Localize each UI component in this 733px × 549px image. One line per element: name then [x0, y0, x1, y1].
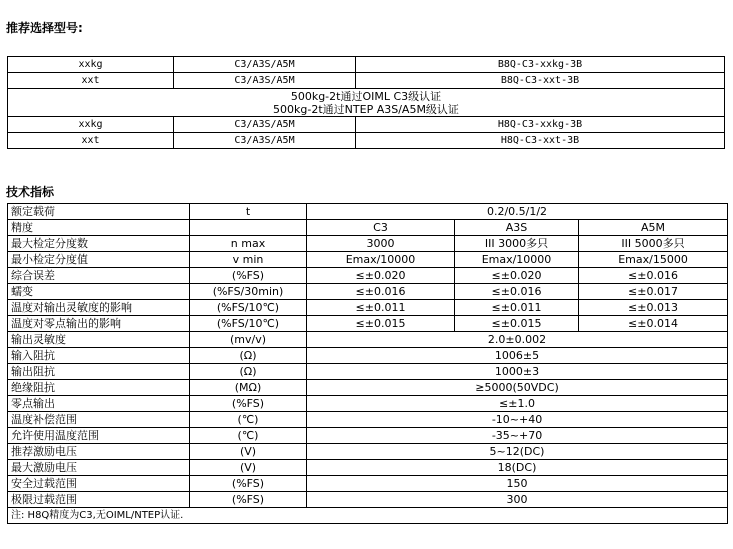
spec-value: 0.2/0.5/1/2 — [307, 204, 728, 220]
capacity-cell: xxkg — [8, 117, 174, 133]
spec-label: 温度补偿范围 — [8, 412, 190, 428]
grade-cell: C3/A3S/A5M — [174, 57, 356, 73]
spec-label: 最小检定分度值 — [8, 252, 190, 268]
spec-value: -10~+40 — [307, 412, 728, 428]
spec-unit: (Ω) — [190, 348, 307, 364]
spec-label: 输出灵敏度 — [8, 332, 190, 348]
a3s-header: A3S — [455, 220, 579, 236]
a3s-value: ≤±0.011 — [455, 300, 579, 316]
capacity-cell: xxt — [8, 133, 174, 149]
spec-value: ≥5000(50VDC) — [307, 380, 728, 396]
certification-note — [8, 89, 725, 117]
table-row — [8, 220, 728, 236]
table-row — [8, 133, 725, 149]
multi-grade-rows — [8, 236, 728, 332]
single-value-rows — [8, 332, 728, 508]
a3s-value: ≤±0.016 — [455, 284, 579, 300]
table-row — [8, 57, 725, 73]
a5m-value: ≤±0.017 — [579, 284, 728, 300]
spec-unit: (%FS) — [190, 396, 307, 412]
spec-unit: t — [190, 204, 307, 220]
spec-value: -35~+70 — [307, 428, 728, 444]
c3-value: ≤±0.016 — [307, 284, 455, 300]
spec-value: 1000±3 — [307, 364, 728, 380]
spec-value: 2.0±0.002 — [307, 332, 728, 348]
spec-label: 额定载荷 — [8, 204, 190, 220]
grade-cell: C3/A3S/A5M — [174, 73, 356, 89]
spec-unit: (mv/v) — [190, 332, 307, 348]
grade-cell: C3/A3S/A5M — [174, 117, 356, 133]
spec-value: ≤±1.0 — [307, 396, 728, 412]
capacity-cell: xxt — [8, 73, 174, 89]
table-row — [8, 284, 728, 300]
a5m-value: III 5000多只 — [579, 236, 728, 252]
a5m-value: ≤±0.016 — [579, 268, 728, 284]
table-row — [8, 268, 728, 284]
spec-label: 蠕变 — [8, 284, 190, 300]
spec-label: 安全过载范围 — [8, 476, 190, 492]
spec-unit: (%FS) — [190, 492, 307, 508]
model-cell: H8Q-C3-xxkg-3B — [356, 117, 725, 133]
a5m-value: Emax/15000 — [579, 252, 728, 268]
table-row — [8, 476, 728, 492]
a3s-value: ≤±0.020 — [455, 268, 579, 284]
table-row — [8, 89, 725, 117]
selection-heading: 推荐选择型号: — [6, 21, 83, 35]
table-row — [8, 396, 728, 412]
spec-unit: (℃) — [190, 412, 307, 428]
spec-value: 150 — [307, 476, 728, 492]
c3-value: ≤±0.020 — [307, 268, 455, 284]
table-row — [8, 444, 728, 460]
footnote: 注: H8Q精度为C3,无OIML/NTEP认证. — [8, 508, 728, 524]
spec-label: 零点输出 — [8, 396, 190, 412]
a3s-value: Emax/10000 — [455, 252, 579, 268]
c3-value: 3000 — [307, 236, 455, 252]
specs-table — [7, 203, 728, 524]
spec-label: 输出阻抗 — [8, 364, 190, 380]
spec-label: 极限过载范围 — [8, 492, 190, 508]
spec-label: 允许使用温度范围 — [8, 428, 190, 444]
spec-value: 300 — [307, 492, 728, 508]
table-row — [8, 348, 728, 364]
oiml-cert-text: 500kg-2t通过OIML C3级认证 — [290, 89, 442, 103]
c3-header: C3 — [307, 220, 455, 236]
table-row — [8, 316, 728, 332]
spec-unit: n max — [190, 236, 307, 252]
spec-unit: (V) — [190, 444, 307, 460]
table-row — [8, 492, 728, 508]
spec-unit: (%FS) — [190, 476, 307, 492]
table-row — [8, 236, 728, 252]
table-row — [8, 428, 728, 444]
spec-unit: (V) — [190, 460, 307, 476]
spec-unit: (MΩ) — [190, 380, 307, 396]
spec-label: 精度 — [8, 220, 190, 236]
table-row — [8, 332, 728, 348]
model-cell: H8Q-C3-xxt-3B — [356, 133, 725, 149]
spec-label: 温度对输出灵敏度的影响 — [8, 300, 190, 316]
table-row — [8, 204, 728, 220]
table-row — [8, 412, 728, 428]
spec-label: 推荐激励电压 — [8, 444, 190, 460]
c3-value: ≤±0.015 — [307, 316, 455, 332]
capacity-cell: xxkg — [8, 57, 174, 73]
spec-value: 1006±5 — [307, 348, 728, 364]
spec-unit: (Ω) — [190, 364, 307, 380]
spec-value: 18(DC) — [307, 460, 728, 476]
spec-label: 最大激励电压 — [8, 460, 190, 476]
a3s-value: III 3000多只 — [455, 236, 579, 252]
a3s-value: ≤±0.015 — [455, 316, 579, 332]
spec-label: 最大检定分度数 — [8, 236, 190, 252]
spec-unit: (℃) — [190, 428, 307, 444]
a5m-value: ≤±0.014 — [579, 316, 728, 332]
model-cell: B8Q-C3-xxt-3B — [356, 73, 725, 89]
spec-unit: (%FS) — [190, 268, 307, 284]
model-selection-table — [7, 56, 725, 149]
a5m-value: ≤±0.013 — [579, 300, 728, 316]
spec-label: 温度对零点输出的影响 — [8, 316, 190, 332]
spec-unit: v min — [190, 252, 307, 268]
spec-label: 输入阻抗 — [8, 348, 190, 364]
table-row — [8, 300, 728, 316]
grade-cell: C3/A3S/A5M — [174, 133, 356, 149]
spec-unit: (%FS/10℃) — [190, 300, 307, 316]
a5m-header: A5M — [579, 220, 728, 236]
table-row — [8, 460, 728, 476]
spec-label: 绝缘阻抗 — [8, 380, 190, 396]
table-row — [8, 364, 728, 380]
specs-heading: 技术指标 — [6, 185, 55, 199]
table-row — [8, 73, 725, 89]
model-cell: B8Q-C3-xxkg-3B — [356, 57, 725, 73]
table-row — [8, 252, 728, 268]
c3-value: ≤±0.011 — [307, 300, 455, 316]
c3-value: Emax/10000 — [307, 252, 455, 268]
spec-unit: (%FS/30min) — [190, 284, 307, 300]
table-row — [8, 117, 725, 133]
spec-value: 5~12(DC) — [307, 444, 728, 460]
spec-unit: (%FS/10℃) — [190, 316, 307, 332]
table-row — [8, 380, 728, 396]
table-row — [8, 508, 728, 524]
spec-label: 综合误差 — [8, 268, 190, 284]
spec-unit — [190, 220, 307, 236]
ntep-cert-text: 500kg-2t通过NTEP A3S/A5M级认证 — [273, 102, 459, 116]
